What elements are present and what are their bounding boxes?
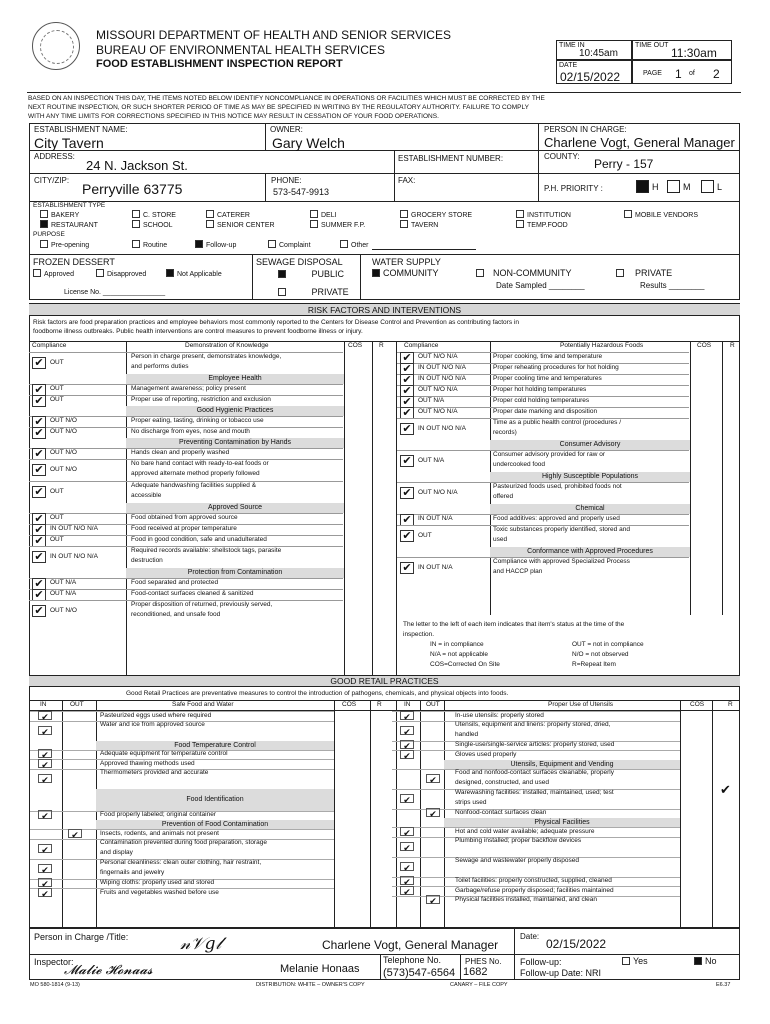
address-label: ADDRESS: [34, 152, 75, 161]
demonstration-header: Demonstration of Knowledge [185, 342, 269, 349]
time-out-label: TIME OUT [635, 42, 669, 49]
gr-item-text: Contamination prevented during food preparation, storage [100, 839, 267, 846]
compliance-options: OUT N/O N/A [418, 353, 458, 360]
compliance-options: OUT [50, 358, 64, 366]
gr-item-text: and display [100, 848, 133, 856]
gr-item-text: Plumbing installed; proper backflow devices [455, 837, 582, 844]
results-field[interactable]: Results ________ [640, 281, 705, 290]
risk-item-text: Food in good condition, safe and unadulterated [131, 536, 267, 543]
gr-section-band: Physical Facilities [444, 818, 680, 827]
compliance-options: OUT [50, 385, 64, 392]
compliance-check-icon[interactable]: ✔ [32, 427, 46, 439]
gr-item-text: Thermometers provided and accurate [100, 769, 209, 776]
footer-date-label: Date: [520, 932, 540, 941]
section-band: Employee Health [126, 374, 344, 384]
gr-check-icon[interactable]: ✔ [38, 864, 52, 873]
page-total: 2 [713, 67, 720, 81]
gr-check-icon[interactable]: ✔ [38, 774, 52, 783]
gr-item-text: Wiping cloths: properly used and stored [100, 879, 215, 886]
owner-label: OWNER: [270, 125, 303, 134]
notice-line-3: WITH ANY TIME LIMITS FOR CORRECTIONS SPECIFIED IN THIS NOTICE MAY RESULT IN CESSATION OF YOUR FOOD OPERATIONS. [28, 113, 439, 120]
compliance-options: OUT [50, 514, 64, 521]
risk-item-text: Proper use of reporting, restriction and exclusion [131, 396, 271, 403]
compliance-check-icon[interactable]: ✔ [32, 551, 46, 563]
risk-item-text: destruction [131, 557, 163, 564]
compliance-options: OUT [50, 536, 64, 543]
date-label: DATE [559, 62, 578, 69]
gr-item-text: Gloves used properly [455, 750, 517, 758]
gr-check-icon[interactable]: ✔ [38, 810, 52, 819]
gr-item-text: Insects, rodents, and animals not present [100, 829, 219, 837]
compliance-check-icon[interactable]: ✔ [32, 535, 46, 547]
compliance-options: IN OUT N/A [418, 515, 453, 522]
gr-item-text: Water and ice from approved source [100, 721, 205, 728]
establishment-number-label: ESTABLISHMENT NUMBER: [398, 154, 504, 163]
distribution-canary: CANARY – FILE COPY [450, 982, 508, 988]
water-non-community[interactable]: NON-COMMUNITY [476, 268, 572, 278]
compliance-options: OUT [50, 487, 64, 495]
type-institution[interactable]: INSTITUTION [516, 210, 571, 219]
purpose-other[interactable]: Other [340, 240, 369, 249]
risk-intro-2: foodborne illness outbreaks. Public health interventions are control measures to prevent foodborne illness or injury. [33, 328, 363, 335]
phes-label: PHES No. [465, 957, 502, 966]
address-value[interactable]: 24 N. Jackson St. [86, 158, 188, 173]
gr-item-text: Approved thawing methods used [100, 759, 195, 767]
city-zip-label: CITY/ZIP: [34, 176, 70, 185]
gr-section-band: Utensils, Equipment and Vending [444, 760, 680, 769]
gr-item-text: handled [455, 730, 479, 738]
purpose-complaint[interactable]: Complaint [268, 240, 311, 249]
risk-item-text: and HACCP plan [493, 568, 543, 575]
gr-check-icon[interactable]: ✔ [400, 827, 414, 836]
legend-cos: COS=Corrected On Site [430, 661, 500, 668]
pic-name[interactable]: Charlene Vogt, General Manager [322, 938, 499, 952]
gr-check-icon[interactable]: ✔ [426, 774, 440, 783]
risk-item-text: Consumer advisory provided for raw or [493, 451, 605, 458]
gr-item-text: Nonfood-contact surfaces clean [455, 809, 547, 816]
purpose-routine[interactable]: Routine [132, 240, 167, 249]
compliance-check-icon[interactable]: ✔ [32, 448, 46, 460]
water-community[interactable]: COMMUNITY [372, 268, 439, 278]
gr-check-icon[interactable]: ✔ [38, 749, 52, 758]
gr-item-text: Hot and cold water available; adequate pressure [455, 827, 595, 835]
compliance-header-left: Compliance [32, 342, 67, 349]
purpose-follow-up[interactable]: Follow-up [195, 240, 236, 249]
date-field[interactable] [556, 60, 632, 84]
phes-value[interactable]: 1682 [463, 966, 488, 978]
compliance-check-icon[interactable]: ✔ [400, 352, 414, 364]
county-label: COUNTY: [544, 152, 580, 161]
distribution-white: DISTRIBUTION: WHITE – OWNER'S COPY [256, 982, 365, 988]
compliance-options: OUT N/A [50, 590, 77, 597]
notice-line-1: BASED ON AN INSPECTION THIS DAY, THE ITEMS NOTED BELOW IDENTIFY NONCOMPLIANCE IN OPERATIONS OR FACILITIES WHICH MUST BE CORRECTED BY THE [28, 95, 545, 102]
gr-check-icon[interactable]: ✔ [400, 886, 414, 895]
risk-intro-1: Risk factors are food preparation practices and employee behaviors most commonly reported to the Centers for Disease Control and Prevention as contributing factors in [33, 319, 519, 326]
gr-item-text: fingernails and jewelry [100, 868, 165, 876]
risk-item-text: Proper disposition of returned, previously served, [131, 601, 273, 608]
risk-item-text: Hands clean and properly washed [131, 449, 230, 456]
gr-item-text: Food and nonfood-contact surfaces cleanable, properly [455, 769, 614, 776]
gr-header-4: R [377, 701, 382, 708]
risk-item-text: No bare hand contact with ready-to-eat foods or [131, 460, 269, 467]
type-deli[interactable]: DELI [310, 210, 337, 219]
gr-check-icon[interactable]: ✔ [400, 862, 414, 871]
type-senior-center[interactable]: SENIOR CENTER [206, 220, 275, 229]
type-caterer[interactable]: CATERER [206, 210, 250, 219]
compliance-options: OUT N/O [50, 606, 77, 614]
purpose-pre-opening[interactable]: Pre-opening [40, 240, 89, 249]
compliance-options: IN OUT N/A [418, 563, 453, 571]
good-retail-intro: Good Retail Practices are preventative measures to control the introduction of pathogens, chemicals, and physical objects into foods. [126, 690, 509, 697]
gr-check-icon[interactable]: ✔ [400, 740, 414, 749]
risk-item-text: used [493, 536, 508, 543]
gr-check-icon[interactable]: ✔ [38, 711, 52, 720]
risk-item-text: Food additives: approved and properly used [493, 515, 620, 522]
gr-item-text: Warewashing facilities: installed, maintained, used; test [455, 789, 614, 796]
compliance-check-icon[interactable]: ✔ [400, 374, 414, 386]
compliance-options: OUT [50, 396, 64, 403]
gr-check-icon[interactable]: ✔ [400, 750, 414, 759]
type-school[interactable]: SCHOOL [132, 220, 173, 229]
water-supply-label: WATER SUPPLY [372, 257, 441, 267]
compliance-options: IN OUT N/O N/A [50, 552, 98, 560]
risk-item-text: approved alternate method properly followed [131, 470, 260, 477]
compliance-header-right: Compliance [404, 342, 439, 349]
type-mobile-vendors[interactable]: MOBILE VENDORS [624, 210, 698, 219]
compliance-check-icon[interactable]: ✔ [32, 384, 46, 396]
bureau-title: BUREAU OF ENVIRONMENTAL HEALTH SERVICES [96, 43, 385, 57]
time-in-field[interactable] [556, 40, 632, 60]
compliance-check-icon[interactable]: ✔ [400, 407, 414, 419]
gr-header-7: Proper Use of Utensils [548, 701, 614, 708]
page-of-label: of [689, 70, 695, 77]
time-out-field[interactable] [632, 40, 732, 60]
type-bakery[interactable]: BAKERY [40, 210, 79, 219]
frozen-disapproved[interactable]: Disapproved [96, 269, 146, 278]
frozen-not-applicable[interactable]: Not Applicable [166, 269, 222, 278]
risk-item-text: Management awareness; policy present [131, 385, 246, 392]
water-private[interactable]: PRIVATE [616, 268, 672, 278]
gr-item-text: Utensils, equipment and linens: properly stored, dried, [455, 721, 611, 728]
type-restaurant[interactable]: RESTAURANT [40, 220, 98, 229]
section-band: Preventing Contamination by Hands [126, 438, 344, 448]
cos-header-left: COS [348, 342, 363, 349]
section-band: Protection from Contamination [126, 568, 344, 578]
page-label: PAGE [643, 70, 662, 77]
gr-item-text: Personal cleanliness: clean outer clothing, hair restraint, [100, 859, 262, 866]
priority-m-label: M [683, 182, 691, 192]
risk-item-text: undercooked food [493, 461, 546, 468]
gr-check-icon[interactable]: ✔ [426, 808, 440, 817]
risk-item-text: accessible [131, 492, 162, 499]
risk-item-text: Proper cooking, time and temperature [493, 353, 603, 360]
compliance-check-icon[interactable]: ✔ [400, 562, 414, 574]
risk-item-text: and performs duties [131, 363, 189, 370]
gr-item-text: Garbage/refuse properly disposed; facilities maintained [455, 886, 614, 894]
page-number: 1 [675, 67, 682, 81]
risk-item-text: Food received at proper temperature [131, 525, 237, 532]
gr-header-5: IN [404, 701, 411, 708]
section-band: Consumer Advisory [490, 440, 690, 450]
compliance-options: OUT [418, 531, 432, 539]
city-zip-value[interactable]: Perryville 63775 [82, 181, 183, 197]
gr-item-text: Pasteurized eggs used where required [100, 711, 212, 719]
gr-item-text: Food properly labeled; original container [100, 811, 216, 818]
legend-in: IN = in compliance [430, 641, 484, 648]
follow-up-no[interactable]: No [694, 956, 717, 966]
risk-item-text: Proper cooling time and temperatures [493, 375, 602, 382]
gr-section-band: Prevention of Food Contamination [96, 820, 334, 829]
phone-value[interactable]: 573-547-9913 [273, 187, 330, 197]
compliance-options: IN OUT N/O N/A [418, 424, 466, 432]
form-number: MO 580-1814 (9-13) [30, 982, 80, 988]
compliance-options: OUT N/O [50, 465, 77, 473]
risk-item-text: Proper date marking and disposition [493, 408, 598, 415]
gr-header-0: IN [40, 701, 47, 708]
section-band: Approved Source [126, 503, 344, 513]
gr-item-text: Physical facilities installed, maintained, and clean [455, 896, 597, 903]
establishment-name[interactable]: City Tavern [34, 135, 104, 151]
compliance-check-icon[interactable]: ✔ [400, 396, 414, 408]
sewage-disposal-label: SEWAGE DISPOSAL [256, 257, 343, 267]
compliance-check-icon[interactable]: ✔ [400, 514, 414, 526]
legend-no: N/O = not observed [572, 651, 629, 658]
page-field [632, 60, 732, 84]
priority-m-checkbox[interactable] [667, 180, 680, 193]
owner-name[interactable]: Gary Welch [272, 135, 345, 151]
compliance-check-icon[interactable]: ✔ [32, 578, 46, 590]
compliance-check-icon[interactable]: ✔ [400, 487, 414, 499]
telephone-label: Telephone No. [383, 955, 442, 965]
compliance-options: OUT N/O N/A [418, 386, 458, 393]
gr-header-9: R [728, 701, 733, 708]
pic-signature-icon: 𝓃𝒱𝑔𝓁 [180, 934, 222, 954]
risk-item-text: Food-contact surfaces cleaned & sanitized [131, 590, 254, 597]
gr-header-3: COS [342, 701, 357, 708]
date-value: 02/15/2022 [560, 70, 621, 84]
gr-check-icon[interactable]: ✔ [68, 829, 82, 838]
risk-item-text: Proper eating, tasting, drinking or tobacco use [131, 417, 264, 424]
gr-check-icon[interactable]: ✔ [400, 842, 414, 851]
priority-l-label: L [717, 182, 723, 192]
form-code: E6.37 [716, 982, 731, 988]
person-in-charge-label: PERSON IN CHARGE: [544, 125, 627, 134]
compliance-check-icon[interactable]: ✔ [32, 524, 46, 536]
legend-line-1: The letter to the left of each item indicates that item's status at the time of the [403, 621, 625, 628]
purpose-label: PURPOSE [33, 231, 65, 238]
risk-item-text: offered [493, 493, 514, 500]
good-retail-title: GOOD RETAIL PRACTICES [29, 675, 740, 687]
compliance-check-icon[interactable]: ✔ [400, 363, 414, 375]
follow-up-date[interactable]: Follow-up Date: NRI [520, 968, 602, 978]
dept-title: MISSOURI DEPARTMENT OF HEALTH AND SENIOR SERVICES [96, 28, 451, 42]
legend-out: OUT = not in compliance [572, 641, 644, 648]
state-seal-icon [32, 22, 80, 70]
repeat-check-icon[interactable]: ✔ [720, 782, 731, 797]
compliance-options: IN OUT N/O N/A [418, 375, 466, 382]
sewage-private[interactable]: PRIVATE [278, 287, 349, 297]
section-band: Chemical [490, 504, 690, 514]
risk-item-text: Proper reheating procedures for hot holding [493, 364, 619, 371]
risk-item-text: Proper hot holding temperatures [493, 386, 587, 393]
gr-item-text: strips used [455, 798, 487, 806]
compliance-check-icon[interactable]: ✔ [32, 357, 46, 369]
risk-item-text: Pasteurized foods used, prohibited foods not [493, 483, 622, 490]
gr-header-6: OUT [426, 701, 440, 708]
establishment-type-label: ESTABLISHMENT TYPE [33, 202, 106, 209]
section-band: Conformance with Approved Procedures [490, 547, 690, 557]
gr-header-2: Safe Food and Water [172, 701, 234, 708]
frozen-dessert-label: FROZEN DESSERT [33, 257, 115, 267]
follow-up-yes[interactable]: Yes [622, 956, 648, 966]
gr-check-icon[interactable]: ✔ [38, 726, 52, 735]
compliance-check-icon[interactable]: ✔ [32, 605, 46, 617]
repeat-header-left: R [379, 342, 384, 349]
time-out-value: 11:30am [671, 46, 717, 60]
compliance-options: OUT N/A [418, 397, 445, 404]
inspector-label: Inspector: [34, 957, 74, 967]
follow-up-label: Follow-up: [520, 957, 562, 967]
compliance-check-icon[interactable]: ✔ [32, 416, 46, 428]
gr-item-text: Fruits and vegetables washed before use [100, 888, 219, 896]
establishment-name-label: ESTABLISHMENT NAME: [34, 125, 128, 134]
gr-check-icon[interactable]: ✔ [426, 895, 440, 904]
compliance-options: IN OUT N/O N/A [50, 525, 98, 532]
sewage-public[interactable]: PUBLIC [278, 269, 344, 279]
compliance-options: OUT N/O [50, 449, 77, 456]
gr-item-text: Single-use/single-service articles: properly stored, used [455, 741, 615, 748]
compliance-check-icon[interactable]: ✔ [32, 486, 46, 498]
compliance-check-icon[interactable]: ✔ [32, 395, 46, 407]
compliance-check-icon[interactable]: ✔ [400, 530, 414, 542]
risk-item-text: Time as a public health control (procedures / [493, 419, 622, 426]
section-band: Good Hygienic Practices [126, 406, 344, 416]
gr-check-icon[interactable]: ✔ [38, 888, 52, 897]
risk-item-text: Adequate handwashing facilities supplied & [131, 482, 257, 489]
person-in-charge[interactable]: Charlene Vogt, General Manager [544, 135, 735, 150]
risk-item-text: Proper cold holding temperatures [493, 397, 590, 404]
risk-item-text: records) [493, 429, 517, 436]
compliance-options: OUT N/O N/A [418, 488, 458, 496]
compliance-check-icon[interactable]: ✔ [400, 455, 414, 467]
risk-item-text: Food obtained from approved source [131, 514, 238, 521]
gr-check-icon[interactable]: ✔ [38, 878, 52, 887]
gr-check-icon[interactable]: ✔ [38, 759, 52, 768]
type-grocery-store[interactable]: GROCERY STORE [400, 210, 472, 219]
type-tavern[interactable]: TAVERN [400, 220, 438, 229]
compliance-check-icon[interactable]: ✔ [400, 385, 414, 397]
gr-header-8: COS [690, 701, 705, 708]
compliance-options: OUT N/O [50, 417, 77, 424]
compliance-check-icon[interactable]: ✔ [400, 423, 414, 435]
telephone-value[interactable]: (573)547-6564 [383, 967, 456, 979]
gr-item-text: In-use utensils: properly stored [455, 711, 544, 719]
cos-header-right: COS [697, 342, 712, 349]
risk-item-text: reconditioned, and unsafe food [131, 611, 221, 618]
risk-item-text: Person in charge present, demonstrates knowledge, [131, 353, 282, 360]
county-value[interactable]: Perry - 157 [594, 157, 654, 171]
risk-item-text: Food separated and protected [131, 579, 219, 586]
type-summer-fp[interactable]: SUMMER F.P. [310, 220, 365, 229]
inspector-name[interactable]: Melanie Honaas [280, 963, 360, 975]
fax-label: FAX: [398, 176, 416, 185]
compliance-options: IN OUT N/O N/A [418, 364, 466, 371]
compliance-options: OUT N/O [50, 428, 77, 435]
gr-check-icon[interactable]: ✔ [400, 876, 414, 885]
gr-check-icon[interactable]: ✔ [400, 794, 414, 803]
time-in-value: 10:45am [579, 48, 618, 59]
compliance-options: OUT N/A [418, 456, 445, 464]
gr-check-icon[interactable]: ✔ [400, 726, 414, 735]
legend-repeat: R=Repeat Item [572, 661, 616, 668]
compliance-options: OUT N/A [50, 579, 77, 586]
gr-header-1: OUT [70, 701, 84, 708]
compliance-check-icon[interactable]: ✔ [32, 464, 46, 476]
risk-factors-title: RISK FACTORS AND INTERVENTIONS [29, 303, 740, 316]
priority-label: P.H. PRIORITY : [544, 184, 603, 193]
inspector-signature-icon: 𝓜𝓪𝓵𝓲𝓮 𝓗𝓸𝓷𝓪𝓪𝓼 [64, 963, 153, 978]
compliance-check-icon[interactable]: ✔ [32, 589, 46, 601]
compliance-check-icon[interactable]: ✔ [32, 513, 46, 525]
priority-h-label: H [652, 182, 659, 192]
section-band: Highly Susceptible Populations [490, 472, 690, 482]
risk-item-text: Toxic substances properly identified, stored and [493, 526, 630, 533]
gr-check-icon[interactable]: ✔ [400, 711, 414, 720]
time-in-label: TIME IN [559, 42, 585, 49]
license-number[interactable]: License No. ________________ [64, 289, 166, 296]
report-title: FOOD ESTABLISHMENT INSPECTION REPORT [96, 58, 343, 70]
gr-item-text: Toilet facilities: properly constructed, supplied, cleaned [455, 877, 612, 884]
phone-label: PHONE: [271, 176, 302, 185]
footer-date[interactable]: 02/15/2022 [546, 937, 607, 951]
notice-line-2: NEXT ROUTINE INSPECTION, OR SUCH SHORTER PERIOD OF TIME AS MAY BE SPECIFIED IN WRITING BY THE REGULATORY AUTHORITY. FAILURE TO COMPLY [28, 104, 529, 111]
type-temp-food[interactable]: TEMP.FOOD [516, 220, 568, 229]
pic-title-label: Person in Charge /Title: [34, 932, 129, 942]
legend-na: N/A = not applicable [430, 651, 488, 658]
repeat-header-right: R [730, 342, 735, 349]
risk-item-text: Compliance with approved Specialized Process [493, 558, 630, 565]
risk-item-text: Required records available: shellstock tags, parasite [131, 547, 282, 554]
phf-header: Potentially Hazardous Foods [560, 342, 644, 349]
gr-section-band: Food Temperature Control [96, 741, 334, 750]
date-sampled[interactable]: Date Sampled ________ [496, 281, 585, 290]
legend-line-2: inspection. [403, 631, 435, 638]
compliance-options: OUT N/O N/A [418, 408, 458, 415]
gr-item-text: Adequate equipment for temperature control [100, 750, 228, 757]
gr-item-text: designed, constructed, and used [455, 778, 549, 786]
gr-check-icon[interactable]: ✔ [38, 844, 52, 853]
priority-h-checkbox[interactable] [636, 180, 649, 193]
type-c-store[interactable]: C. STORE [132, 210, 176, 219]
priority-l-checkbox[interactable] [701, 180, 714, 193]
risk-item-text: No discharge from eyes, nose and mouth [131, 428, 250, 435]
gr-section-band: Food Identification [96, 789, 334, 811]
gr-item-text: Sewage and wastewater properly disposed [455, 857, 579, 864]
frozen-approved[interactable]: Approved [33, 269, 74, 278]
